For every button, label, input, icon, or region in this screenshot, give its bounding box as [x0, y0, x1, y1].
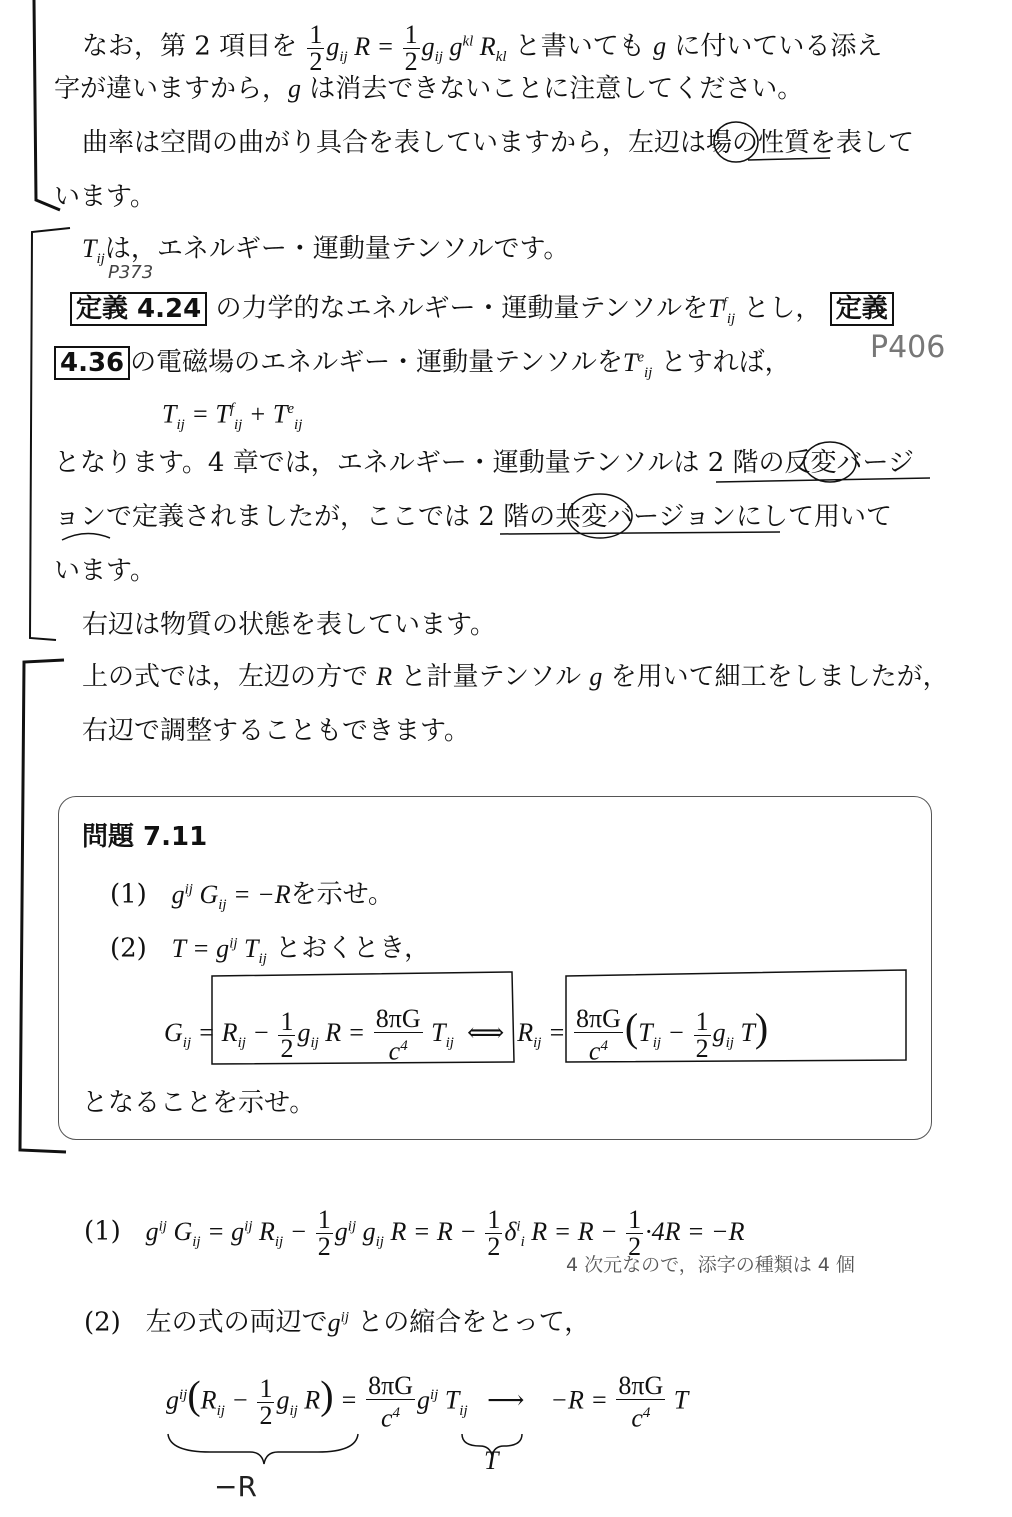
- solution-equation: $g^{ij}(R_{ij}$ − $\frac{1}{2}$ $g_{ij}$ R) = $\frac{8\pi G}{c^4}$ $g^{ij}$ $T_{ij}$ ⟶ −R = $\frac{8\pi G}{c^4}$ T: [166, 1371, 689, 1434]
- para3-line6: います。: [54, 556, 156, 586]
- para4-line1: 上の式では，左辺の方で R と計量テンソル g を用いて細工をしましたが，: [82, 662, 949, 692]
- definition-ref-4-24: 定義 4.24: [70, 292, 207, 326]
- para3-line3: 4.36 の電磁場のエネルギー・運動量テンソルを$T^e_{ij}$ とすれば，: [54, 340, 791, 390]
- definition-ref-4-36: 4.36: [54, 346, 130, 380]
- para4-line2: 右辺で調整することもできます。: [82, 716, 470, 746]
- problem-item2: (2) $T = g^{ij}$ $T_{ij}$ とおくとき，: [110, 933, 431, 967]
- para3-line1: $T_{ij}$は，エネルギー・運動量テンソルです。: [82, 234, 570, 268]
- para3-line2: 定義 4.24 の力学的なエネルギー・運動量テンソルを$T^f_{ij}$ とし， 定義: [70, 286, 894, 336]
- para1-line2: 字が違いますから，g は消去できないことに注意してください。: [54, 74, 804, 104]
- problem-equation: $G_{ij} = R_{ij}$ − $\frac{1}{2}$ $g_{ij}$ R = $\frac{8\pi G}{c^4}$ $T_{ij}$ ⟺ $R_{ij}$ = $\frac{8\pi G}{c^4}$ ($T_{ij}$ − $\frac{1}{2}$ $g_{ij}$ T): [164, 1003, 769, 1066]
- para3-line7: 右辺は物質の状態を表しています。: [82, 610, 496, 640]
- handwritten-t-label: T: [484, 1446, 499, 1475]
- problem-closing: となることを示せ。: [82, 1088, 316, 1118]
- para3-line5: ョンで定義されましたが，ここでは 2 階の共変バージョンにして用いて: [54, 502, 893, 532]
- para2-line1: 曲率は空間の曲がり具合を表していますから，左辺は場の性質を表して: [82, 128, 915, 158]
- handwritten-minus-r: −R: [214, 1470, 257, 1503]
- equation-T-sum: $T_{ij} = T^f_{ij} + T^e_{ij}$: [162, 399, 303, 433]
- definition-ref-label: 定義: [830, 292, 894, 326]
- handwritten-braces: [0, 1430, 1012, 1470]
- problem-title: 問題 7.11: [82, 822, 208, 852]
- para1-line1: なお，第 2 項目を $\frac{1}{2}$ $g_{ij}$ R = $\frac{1}{2}$ $g_{ij}$ $g^{kl}$ $R_{kl}$ と書いても g に付いている添え: [82, 20, 883, 77]
- problem-item1: (1) $g^{ij}$ $G_{ij} = -R$を示せ。: [110, 879, 394, 913]
- solution-item2: (2) 左の式の両辺で$g^{ij}$ との縮合をとって，: [84, 1307, 591, 1338]
- para3-line4: となります。4 章では，エネルギー・運動量テンソルは 2 階の反変バージ: [54, 448, 914, 478]
- para2-line2: います。: [54, 182, 156, 212]
- handwritten-p373: P373: [108, 262, 154, 283]
- handwritten-p406: P406: [870, 330, 946, 365]
- solution-note: 4 次元なので，添字の種類は 4 個: [566, 1254, 855, 1276]
- solution-item1: (1) $g^{ij}$ $G_{ij} = g^{ij}$ $R_{ij}$ − $\frac{1}{2}$ $g^{ij}$ $g_{ij}$ R = R − $\frac{1}{2}$ $\delta^i_i$ R = R − $\frac{1}{2}$ ·4R = −R: [84, 1205, 745, 1262]
